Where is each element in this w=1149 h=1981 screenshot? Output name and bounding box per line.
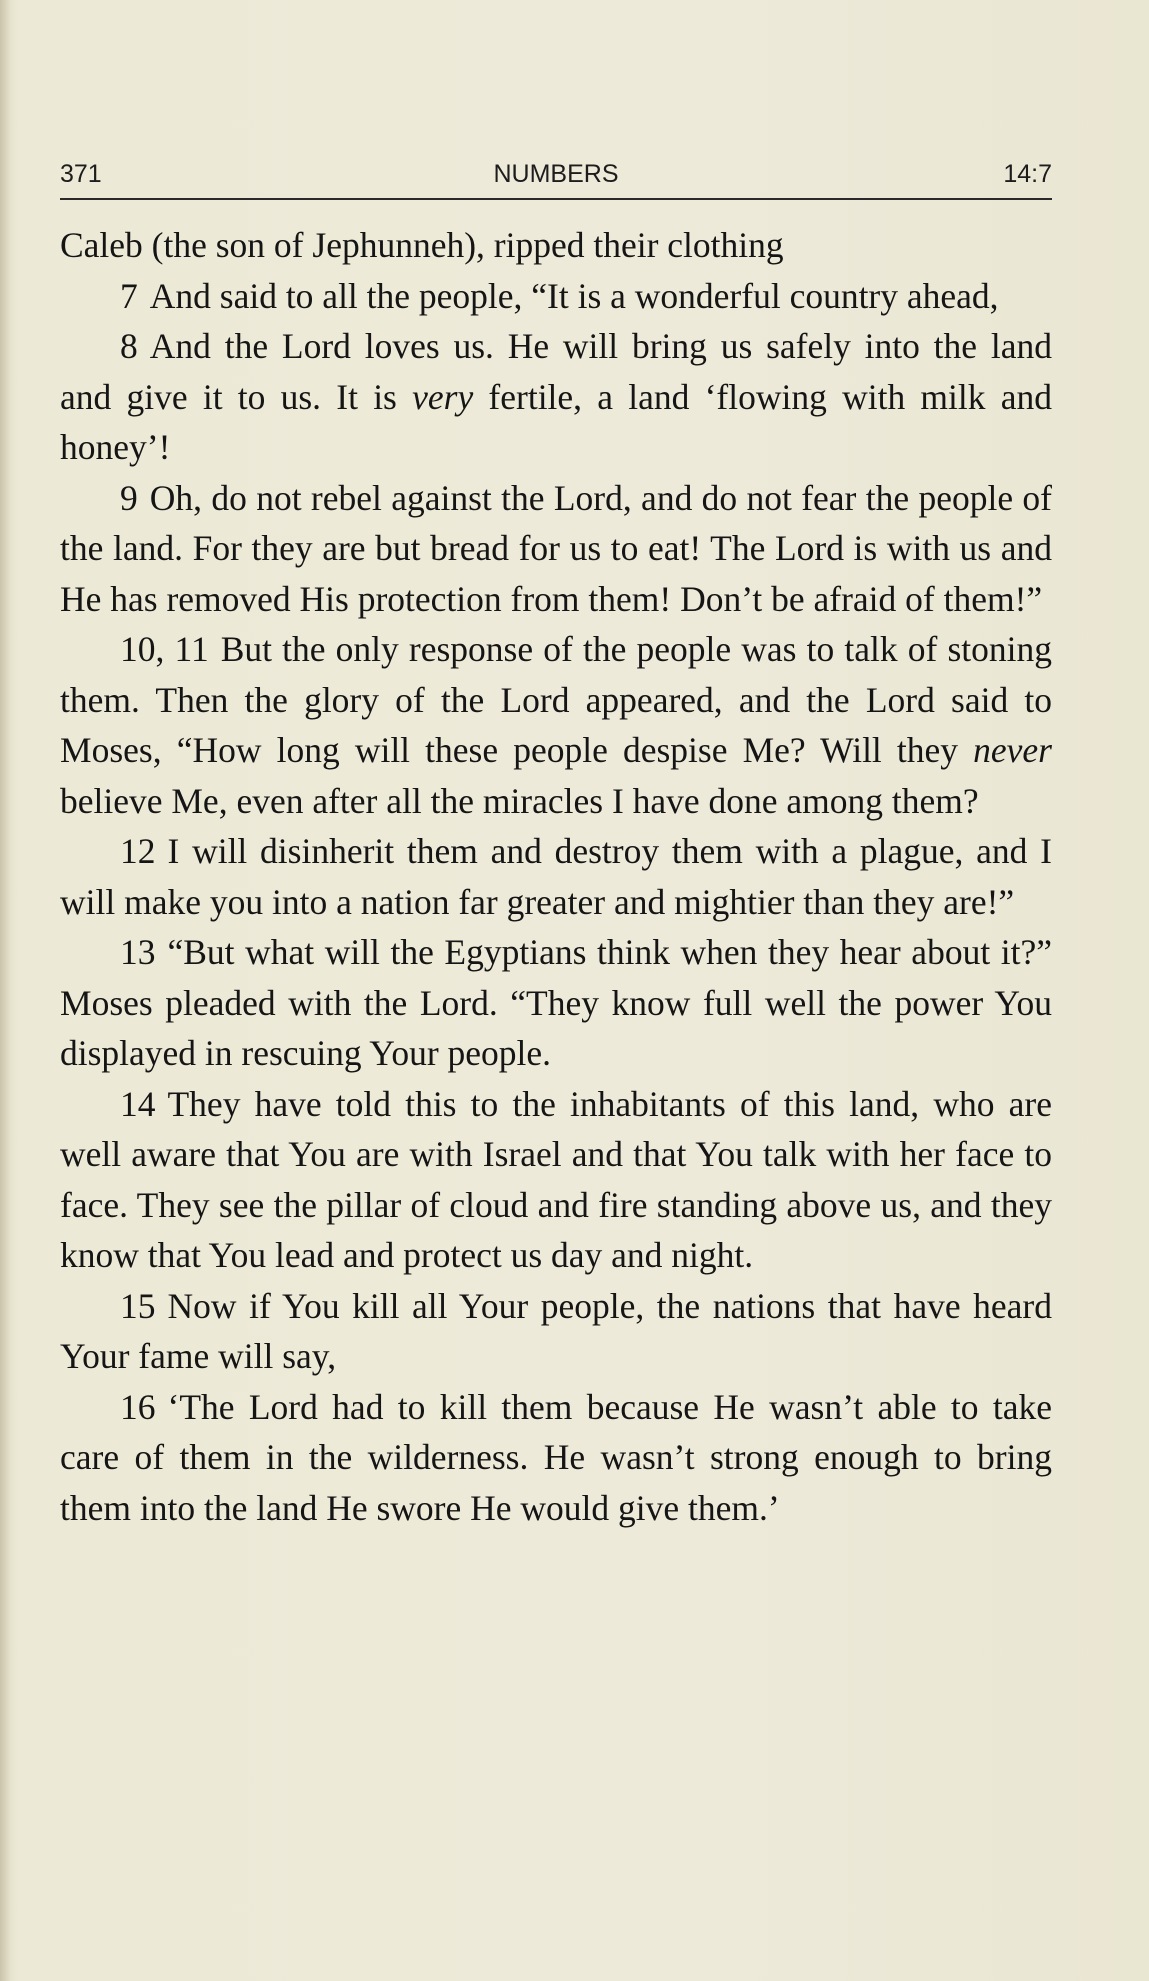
verse-number: 10, 11 <box>120 629 209 669</box>
verse-10-11 <box>60 624 1052 826</box>
verse-text-before: But the only response of the people was to talk of stoning them. Then the glory of the Lord appeared, and the Lord said to Moses, “How long will these people despise Me? Will they <box>60 629 1052 770</box>
verse-number: 8 <box>120 326 138 366</box>
header-page-number: 371 <box>60 160 102 188</box>
header-chapter-verse: 14:7 <box>1003 160 1052 188</box>
verse-text: They have told this to the inhabitants of this land, who are well aware that You are with Israel and that You talk with her face to face. They see the pillar of cloud and fire standing above us, and they know that You lead and protect us day and night. <box>60 1083 1052 1275</box>
verse-text-after: believe Me, even after all the miracles I have done among them? <box>60 780 979 821</box>
verse-text: Caleb (the son of Jephunneh), ripped their clothing <box>60 225 784 265</box>
verse-number: 14 <box>120 1083 156 1124</box>
verse-number: 12 <box>120 831 156 871</box>
verse-number: 9 <box>120 477 138 518</box>
verse-number: 15 <box>120 1285 156 1326</box>
verse-13 <box>60 927 1052 1079</box>
verse-number: 16 <box>120 1386 156 1427</box>
verse-8 <box>60 321 1052 473</box>
verse-italic-word: never <box>973 730 1052 770</box>
page-spine-shadow <box>0 0 10 1981</box>
verse-text: “But what will the Egyptians think when they hear about it?” Moses pleaded with the Lord. “They know full well the power You displayed in rescuing Your people. <box>60 932 1052 1073</box>
verse-italic-word: very <box>412 376 474 417</box>
verse-14 <box>60 1079 1052 1281</box>
verse-text: And said to all the people, “It is a wonderful country ahead, <box>149 275 999 316</box>
body-text <box>60 220 1052 1533</box>
header-book-title: NUMBERS <box>493 160 619 188</box>
verse-text-before: And the Lord loves us. He will bring us safely into the land and give it to us. It is <box>60 326 1052 417</box>
verse-16 <box>60 1382 1052 1534</box>
verse-text: Now if You kill all Your people, the nations that have heard Your fame will say, <box>60 1285 1052 1376</box>
verse-9 <box>60 473 1052 625</box>
verse-6-continuation <box>60 220 1052 271</box>
verse-text-after: fertile, a land ‘flowing with milk and honey’! <box>60 376 1052 467</box>
verse-15 <box>60 1281 1052 1382</box>
verse-number: 13 <box>120 932 156 972</box>
verse-text: Oh, do not rebel against the Lord, and do not fear the people of the land. For they are but bread for us to eat! The Lord is with us and He has removed His protection from them! Don’t be afraid of them!” <box>60 477 1052 619</box>
verse-12 <box>60 826 1052 927</box>
verse-7 <box>60 271 1052 322</box>
verse-text: I will disinherit them and destroy them with a plague, and I will make you into a nation far greater and mightier than they are!” <box>60 831 1052 922</box>
running-header <box>60 158 1052 200</box>
verse-text: ‘The Lord had to kill them because He wasn’t able to take care of them in the wilderness. He wasn’t strong enough to bring them into the land He swore He would give them.’ <box>60 1386 1052 1528</box>
verse-number: 7 <box>120 275 138 316</box>
